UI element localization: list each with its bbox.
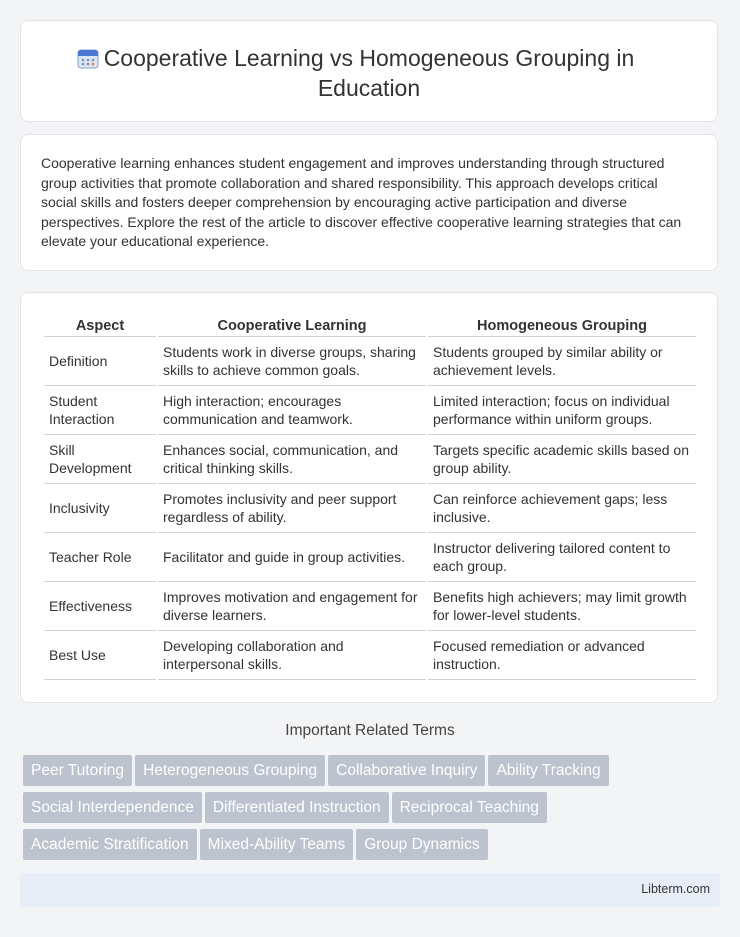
table-row: [44, 337, 696, 386]
row-homogeneous: Can reinforce achievement gaps; less inclusive.: [428, 484, 696, 533]
row-aspect: Best Use: [44, 631, 156, 680]
row-homogeneous: Targets specific academic skills based on group ability.: [428, 435, 696, 484]
row-homogeneous: Limited interaction; focus on individual performance within uniform groups.: [428, 386, 696, 435]
related-term-tag[interactable]: Differentiated Instruction: [205, 792, 389, 823]
header-cooperative: Cooperative Learning: [158, 316, 426, 337]
row-homogeneous: Focused remediation or advanced instruction.: [428, 631, 696, 680]
related-term-tag[interactable]: Collaborative Inquiry: [328, 755, 485, 786]
row-homogeneous: Students grouped by similar ability or achievement levels.: [428, 337, 696, 386]
comparison-card: [20, 292, 718, 703]
row-cooperative: Promotes inclusivity and peer support regardless of ability.: [158, 484, 426, 533]
table-row: [44, 484, 696, 533]
row-cooperative: Students work in diverse groups, sharing skills to achieve common goals.: [158, 337, 426, 386]
row-aspect: Skill Development: [44, 435, 156, 484]
row-homogeneous: Benefits high achievers; may limit growth for lower-level students.: [428, 582, 696, 631]
row-aspect: Teacher Role: [44, 533, 156, 582]
related-term-tag[interactable]: Social Interdependence: [23, 792, 202, 823]
row-cooperative: Developing collaboration and interpersonal skills.: [158, 631, 426, 680]
table-row: [44, 435, 696, 484]
intro-paragraph: Cooperative learning enhances student engagement and improves understanding through structured group activities that promote collaboration and shared responsibility. This approach develops critical social skills and fosters deeper comprehension by encouraging active participation and diverse perspectives. Explore the rest of the article to discover effective cooperative learning strategies that can elevate your educational experience.: [41, 155, 682, 250]
related-term-tag[interactable]: Mixed-Ability Teams: [200, 829, 354, 860]
table-header-row: [44, 316, 696, 337]
table-row: [44, 533, 696, 582]
footer-site-link[interactable]: Libterm.com: [641, 882, 710, 896]
footer-bar: [20, 873, 720, 907]
related-terms-list: [23, 755, 723, 866]
table-row: [44, 386, 696, 435]
comparison-table: [42, 316, 698, 680]
header-aspect: Aspect: [44, 316, 156, 337]
related-term-tag[interactable]: Ability Tracking: [488, 755, 608, 786]
row-aspect: Definition: [44, 337, 156, 386]
related-term-tag[interactable]: Peer Tutoring: [23, 755, 132, 786]
row-homogeneous: Instructor delivering tailored content to each group.: [428, 533, 696, 582]
header-homogeneous: Homogeneous Grouping: [428, 316, 696, 337]
related-term-tag[interactable]: Academic Stratification: [23, 829, 197, 860]
table-row: [44, 582, 696, 631]
related-terms-title: Important Related Terms: [285, 722, 455, 739]
row-cooperative: Facilitator and guide in group activities.: [158, 533, 426, 582]
page-title: Cooperative Learning vs Homogeneous Grouping in Education: [103, 45, 635, 101]
row-aspect: Student Interaction: [44, 386, 156, 435]
related-term-tag[interactable]: Group Dynamics: [356, 829, 487, 860]
row-aspect: Effectiveness: [44, 582, 156, 631]
table-row: [44, 631, 696, 680]
related-term-tag[interactable]: Reciprocal Teaching: [392, 792, 547, 823]
row-cooperative: Improves motivation and engagement for diverse learners.: [158, 582, 426, 631]
related-term-tag[interactable]: Heterogeneous Grouping: [135, 755, 325, 786]
title-card: [20, 20, 718, 122]
intro-card: [20, 134, 718, 271]
row-aspect: Inclusivity: [44, 484, 156, 533]
row-cooperative: High interaction; encourages communication and teamwork.: [158, 386, 426, 435]
row-cooperative: Enhances social, communication, and critical thinking skills.: [158, 435, 426, 484]
